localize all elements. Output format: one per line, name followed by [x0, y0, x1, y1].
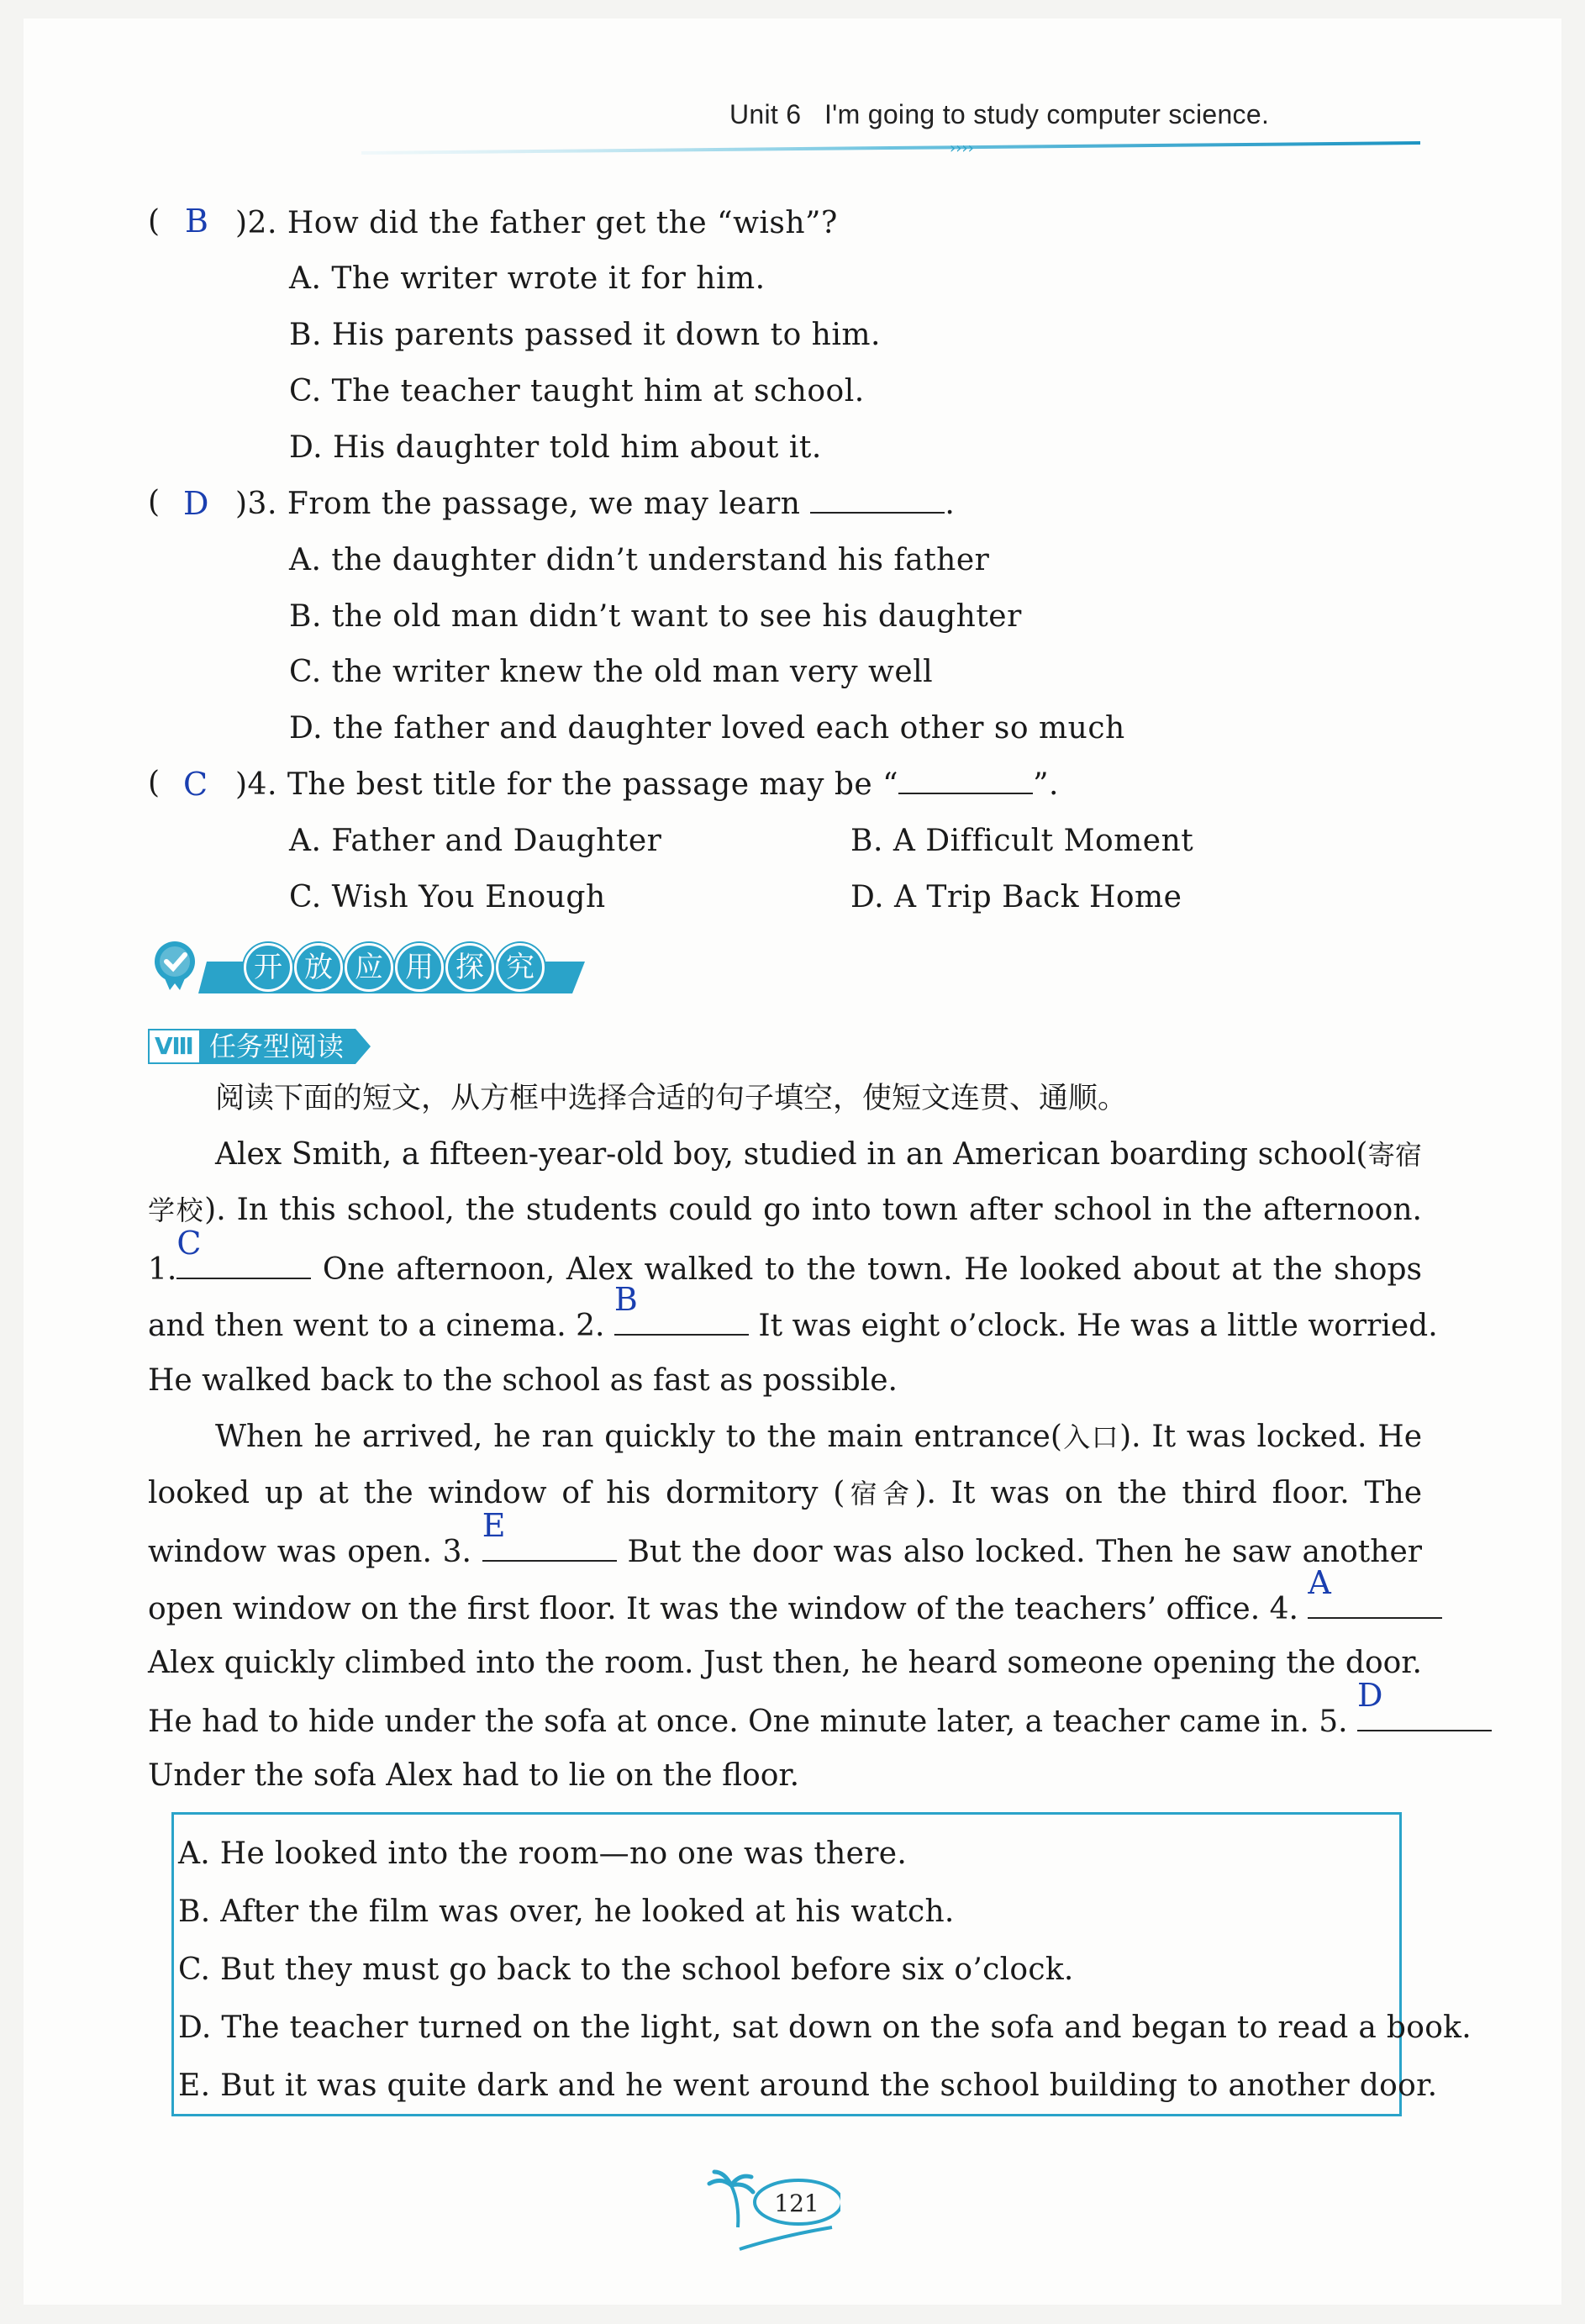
- passage-line-4: [148, 1281, 1438, 1343]
- passage-text-7a: looked up at the window of his dormitory (: [148, 1476, 845, 1510]
- passage-text-6a: When he arrived, he ran quickly to the main entrance(: [215, 1420, 1062, 1454]
- question-3-end: .: [945, 487, 956, 521]
- answer-paren-q4: (: [148, 766, 161, 800]
- question-4-blank: [898, 793, 1033, 794]
- task-label: 任务型阅读: [201, 1029, 355, 1064]
- unit-title: I'm going to study computer science.: [824, 99, 1270, 129]
- answer-q3: D: [183, 485, 209, 522]
- header-rule: [361, 134, 1420, 160]
- passage-text-10: Alex quickly climbed into the room. Just then, he heard someone opening the door.: [148, 1646, 1422, 1680]
- passage-cn-2: 学校: [148, 1194, 205, 1226]
- q2-option-b: B. His parents passed it down to him.: [289, 318, 881, 352]
- passage-text-11: He had to hide under the sofa at once. One minute later, a teacher came in. 5.: [148, 1705, 1348, 1739]
- box-option-b: B. After the film was over, he looked at his watch.: [178, 1895, 955, 1929]
- passage-text-5: He walked back to the school as fast as possible.: [148, 1363, 898, 1398]
- task-instruction: 阅读下面的短文，从方框中选择合适的句子填空，使短文连贯、通顺。: [215, 1082, 1128, 1115]
- blank-3-answer: E: [482, 1507, 506, 1544]
- q2-option-c: C. The teacher taught him at school.: [289, 374, 865, 408]
- q2-option-d: D. His daughter told him about it.: [289, 430, 822, 465]
- passage-text-9: open window on the first floor. It was the window of the teachers’ office. 4.: [148, 1592, 1298, 1626]
- blank-1-number: 1.: [148, 1252, 177, 1287]
- passage-text-3: One afternoon, Alex walked to the town. He looked about at the shops: [322, 1252, 1422, 1287]
- passage-cn-1: 寄宿: [1367, 1139, 1422, 1171]
- passage-text-12: Under the sofa Alex had to lie on the floor.: [148, 1758, 800, 1793]
- passage-line-7: [148, 1478, 1422, 1509]
- passage-text-8a: window was open. 3.: [148, 1535, 471, 1569]
- question-4-text: )4. The best title for the passage may be “: [235, 767, 899, 802]
- banner-char-6: 究: [496, 943, 545, 992]
- passage-text-4a: and then went to a cinema. 2.: [148, 1309, 605, 1343]
- passage-line-3: [148, 1225, 1422, 1287]
- passage-text-1: Alex Smith, a fifteen-year-old boy, studied in an American boarding school(: [215, 1137, 1368, 1172]
- blank-4: [1308, 1564, 1442, 1619]
- passage-text-2: ). In this school, the students could go into town after school in the afternoon.: [204, 1193, 1422, 1227]
- q4-option-b: B. A Difficult Moment: [850, 824, 1194, 858]
- box-option-c: C. But they must go back to the school before six o’clock.: [178, 1952, 1074, 1987]
- task-roman-numeral: Ⅷ: [148, 1029, 201, 1064]
- passage-line-5: [148, 1363, 1422, 1398]
- blank-3: [482, 1507, 617, 1562]
- blank-2-answer: B: [613, 1281, 638, 1318]
- running-header: [729, 99, 1269, 130]
- banner-char-3: 应: [345, 943, 393, 992]
- box-option-d: D. The teacher turned on the light, sat down on the sofa and began to read a book.: [178, 2010, 1472, 2045]
- passage-text-6b: ). It was locked. He: [1119, 1420, 1422, 1454]
- banner-char-1: 开: [244, 943, 292, 992]
- passage-line-9: [148, 1564, 1422, 1626]
- answer-q4: C: [183, 766, 208, 803]
- passage-line-1: [215, 1137, 1422, 1172]
- q3-option-d: D. the father and daughter loved each other so much: [289, 711, 1125, 746]
- passage-text-7b: ). It was on the third floor. The: [914, 1476, 1423, 1510]
- box-option-a: A. He looked into the room—no one was there.: [178, 1837, 908, 1871]
- passage-line-12: [148, 1758, 1422, 1793]
- passage-line-11: [148, 1677, 1422, 1739]
- passage-text-8b: But the door was also locked. Then he saw another: [627, 1535, 1422, 1569]
- banner-char-4: 用: [395, 943, 444, 992]
- passage-line-2: [148, 1195, 1422, 1225]
- question-4-end: ”.: [1033, 767, 1059, 802]
- q4-option-c: C. Wish You Enough: [289, 880, 606, 914]
- q3-option-a: A. the daughter didn’t understand his father: [289, 543, 990, 577]
- passage-line-10: [148, 1648, 1422, 1678]
- task-label-arrow: [355, 1029, 371, 1064]
- q2-option-a: A. The writer wrote it for him.: [289, 261, 766, 296]
- question-3-text: )3. From the passage, we may learn: [235, 487, 801, 521]
- banner-char-5: 探: [445, 943, 494, 992]
- svg-text:››››: ››››: [950, 140, 974, 157]
- box-option-e: E. But it was quite dark and he went around the school building to another door.: [178, 2068, 1438, 2103]
- q4-option-a: A. Father and Daughter: [289, 824, 662, 858]
- question-3-blank: [810, 512, 945, 514]
- answer-paren-q2: (: [148, 204, 161, 239]
- question-2-prompt: )2. How did the father get the “wish”?: [235, 206, 838, 240]
- blank-5-answer: D: [1357, 1677, 1383, 1714]
- blank-4-answer: A: [1308, 1564, 1331, 1601]
- task-heading: [148, 1027, 371, 1066]
- unit-label: Unit 6: [729, 99, 802, 129]
- answer-q2: B: [185, 203, 208, 240]
- blank-2: [613, 1281, 749, 1336]
- blank-5: [1357, 1677, 1492, 1731]
- blank-1-answer: C: [176, 1225, 202, 1262]
- page-number: 121: [774, 2190, 819, 2217]
- answer-paren-q3: (: [148, 485, 161, 519]
- question-3-prompt: [235, 489, 955, 519]
- passage-line-6: [215, 1422, 1422, 1452]
- blank-1: [176, 1225, 311, 1279]
- passage-cn-6: 入口: [1061, 1421, 1120, 1453]
- passage-cn-7: 宿舍: [845, 1478, 915, 1510]
- banner-char-2: 放: [294, 943, 343, 992]
- q3-option-b: B. the old man didn’t want to see his daughter: [289, 599, 1022, 634]
- q4-option-d: D. A Trip Back Home: [850, 880, 1182, 914]
- q3-option-c: C. the writer knew the old man very well: [289, 655, 934, 689]
- passage-line-8: [148, 1507, 1422, 1569]
- passage-text-4b: It was eight o’clock. He was a little worried.: [758, 1309, 1438, 1343]
- question-4-prompt: [235, 767, 1059, 802]
